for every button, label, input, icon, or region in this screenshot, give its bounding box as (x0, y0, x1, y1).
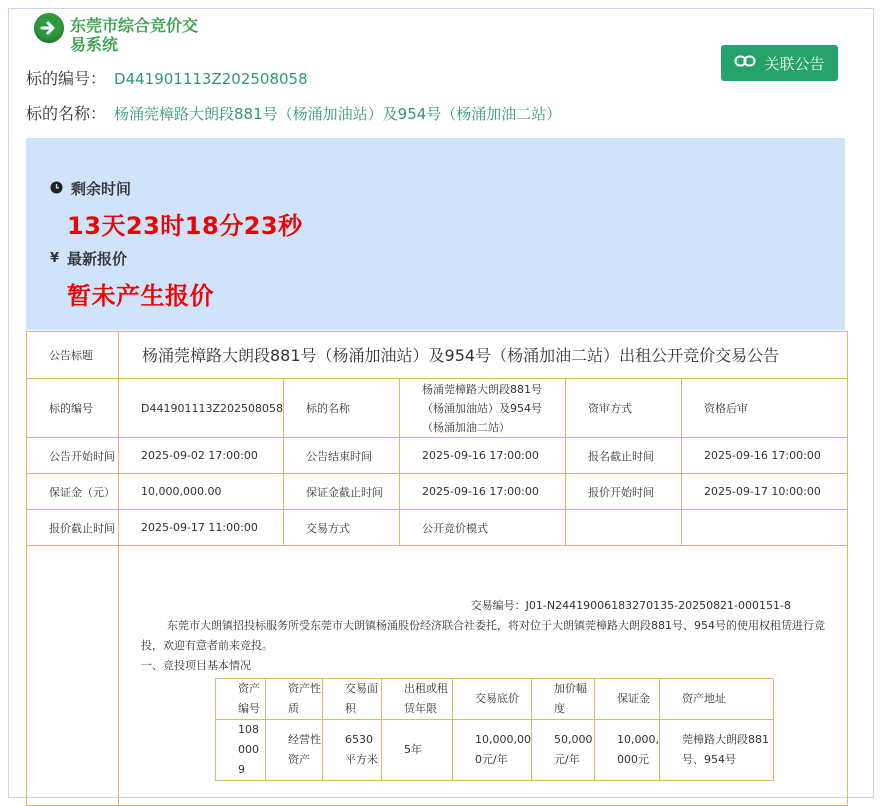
column-header: 交易底价 (453, 679, 532, 720)
table-row (27, 332, 848, 379)
asset-table-header (216, 679, 774, 720)
notice-title: 杨涌莞樟路大朗段881号（杨涌加油站）及954号（杨涌加油二站）出租公开竞价交易公告 (142, 346, 780, 365)
cell-value: 2025-09-16 17:00:00 (400, 438, 566, 474)
asset-table (215, 678, 774, 781)
related-notice-button[interactable] (721, 45, 838, 81)
empty-cell (566, 510, 682, 546)
cell-label: 交易方式 (284, 510, 400, 546)
notice-paragraph: 东莞市大朗镇招投标服务所受东莞市大朗镇杨涌股份经济联合社委托，将对位于大朗镇莞樟路大朗段881号、954号的使用权租赁进行竞投，欢迎有意者前来竞投。 (141, 619, 825, 652)
remaining-time-value: 13天23时18分23秒 (67, 212, 303, 240)
table-cell: 莞樟路大朗段881号、954号 (660, 720, 774, 781)
column-header: 资产编号 (216, 679, 266, 720)
table-cell: 10,000,000元 (595, 720, 660, 781)
column-header: 保证金 (595, 679, 660, 720)
cell-label: 保证金截止时间 (284, 474, 400, 510)
clock-icon (50, 180, 63, 198)
cell-label: 公告开始时间 (27, 438, 119, 474)
cell-label: 报名截止时间 (566, 438, 682, 474)
cell-label: 标的名称 (284, 379, 400, 438)
cell-value: 2025-09-02 17:00:00 (119, 438, 284, 474)
cell-value: 2025-09-17 11:00:00 (119, 510, 284, 546)
title-label: 公告标题 (27, 332, 119, 379)
column-header: 交易面积 (323, 679, 382, 720)
asset-name-label: 标的名称： (26, 104, 107, 123)
table-row (27, 438, 848, 474)
table-cell: 10,000,000元/年 (453, 720, 532, 781)
bidding-status-banner (26, 138, 845, 330)
trade-number: 交易编号：J01-N24419006183270135-20250821-000151-8 (470, 599, 791, 612)
table-cell: 6530平方米 (323, 720, 382, 781)
column-header: 出租或租赁年限 (382, 679, 453, 720)
link-icon (734, 54, 756, 72)
column-header: 加价幅度 (532, 679, 595, 720)
notice-detail-table (26, 331, 848, 806)
notice-body-cell (119, 546, 848, 806)
site-logo[interactable] (34, 13, 210, 54)
cell-value: 2025-09-16 17:00:00 (400, 474, 566, 510)
table-cell: 1080009 (216, 720, 266, 781)
remaining-time-label: 剩余时间 (50, 178, 131, 199)
latest-price-label: ¥ 最新报价 (50, 250, 128, 268)
latest-price-value: 暂未产生报价 (67, 282, 214, 310)
related-notice-label: 关联公告 (764, 54, 825, 73)
asset-name-line (26, 101, 561, 124)
table-row (27, 379, 848, 438)
arrow-right-circle-icon (34, 13, 64, 43)
table-row (27, 546, 848, 806)
yen-icon: ¥ (50, 251, 60, 266)
asset-code-value: D441901113Z202508058 (114, 70, 308, 88)
cell-value: 2025-09-17 10:00:00 (682, 474, 848, 510)
asset-name-value: 杨涌莞樟路大朗段881号（杨涌加油站）及954号（杨涌加油二站） (114, 105, 562, 123)
site-name: 东莞市综合竞价交易系统 (70, 16, 199, 54)
column-header: 资产性质 (266, 679, 323, 720)
cell-label: 公告结束时间 (284, 438, 400, 474)
cell-label: 保证金（元） (27, 474, 119, 510)
cell-value: 杨涌莞樟路大朗段881号（杨涌加油站）及954号（杨涌加油二站） (400, 379, 566, 438)
cell-label: 报价截止时间 (27, 510, 119, 546)
cell-label: 标的编号 (27, 379, 119, 438)
asset-code-label: 标的编号： (26, 69, 107, 88)
cell-value: 公开竞价模式 (400, 510, 566, 546)
cell-value: 资格后审 (682, 379, 848, 438)
empty-cell (682, 510, 848, 546)
notice-body (141, 596, 847, 781)
asset-code-line (26, 66, 308, 89)
empty-cell (27, 546, 119, 806)
table-cell: 50,000元/年 (532, 720, 595, 781)
cell-value: 10,000,000.00 (119, 474, 284, 510)
section-heading: 一、竞投项目基本情况 (141, 659, 251, 672)
asset-table-row (216, 720, 774, 781)
table-row (27, 474, 848, 510)
table-cell: 5年 (382, 720, 453, 781)
cell-value: D441901113Z202508058 (119, 379, 284, 438)
cell-value: 2025-09-16 17:00:00 (682, 438, 848, 474)
table-cell: 经营性资产 (266, 720, 323, 781)
cell-label: 资审方式 (566, 379, 682, 438)
column-header: 资产地址 (660, 679, 774, 720)
table-row (27, 510, 848, 546)
cell-label: 报价开始时间 (566, 474, 682, 510)
